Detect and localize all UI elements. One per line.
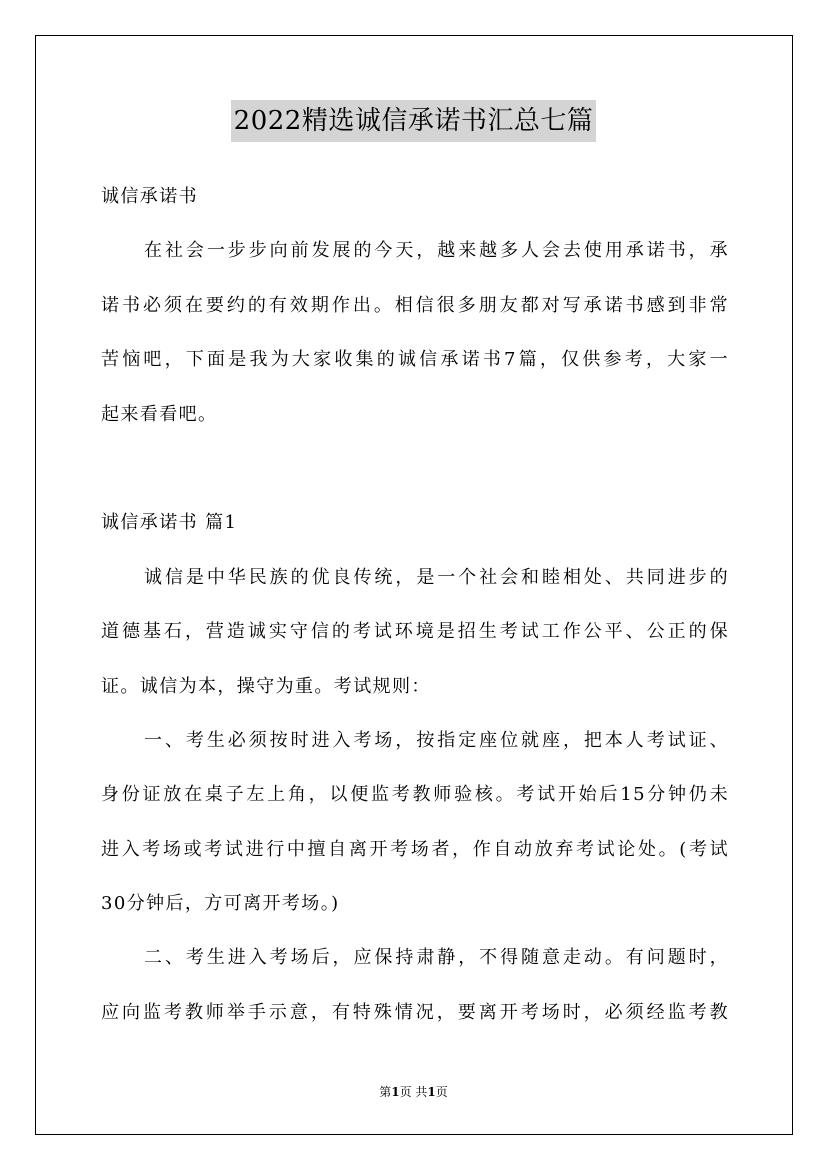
para1-line-1: 诚信是中华民族的优良传统，是一个社会和睦相处、共同进步的 [144, 566, 729, 588]
para1-line-3: 证。诚信为本，操守为重。考试规则： [101, 675, 431, 697]
footer-page-total: 1 [427, 1085, 436, 1099]
para2-line-1: 一、考生必须按时进入考场，按指定座位就座，把本人考试证、 [144, 729, 729, 751]
footer-prefix: 第 [379, 1085, 392, 1099]
document-title: 2022精选诚信承诺书汇总七篇 [231, 100, 597, 142]
paragraph-spacer [101, 442, 729, 496]
footer-mid: 页 共 [399, 1085, 428, 1099]
para1-line-2: 道德基石，营造诚实守信的考试环境是招生考试工作公平、公正的保 [101, 621, 729, 643]
footer-suffix: 页 [435, 1085, 448, 1099]
para3-line-2: 应向监考教师举手示意，有特殊情况，要离开考场时，必须经监考教 [101, 1001, 729, 1023]
section-heading: 诚信承诺书 [101, 186, 198, 207]
intro-line-3: 苦恼吧，下面是我为大家收集的诚信承诺书7篇，仅供参考，大家一 [101, 349, 729, 371]
intro-line-2: 诺书必须在要约的有效期作出。相信很多朋友都对写承诺书感到非常 [101, 294, 729, 316]
para3-line-1: 二、考生进入考场后，应保持肃静，不得随意走动。有问题时， [144, 947, 729, 969]
intro-line-1: 在社会一步步向前发展的今天，越来越多人会去使用承诺书，承 [144, 240, 729, 262]
para2-line-4: 30分钟后，方可离开考场。) [101, 893, 340, 915]
para2-line-3: 进入考场或考试进行中擅自离开考场者，作自动放弃考试论处。(考试 [101, 838, 729, 860]
footer-page-current: 1 [391, 1085, 400, 1099]
intro-line-4: 起来看看吧。 [101, 403, 218, 425]
document-body [101, 170, 729, 1040]
para2-line-2: 身份证放在桌子左上角，以便监考教师验核。考试开始后15分钟仍未 [101, 784, 729, 806]
title-container [0, 100, 827, 142]
article-heading: 诚信承诺书 篇1 [101, 512, 238, 534]
page-footer [0, 1083, 827, 1101]
